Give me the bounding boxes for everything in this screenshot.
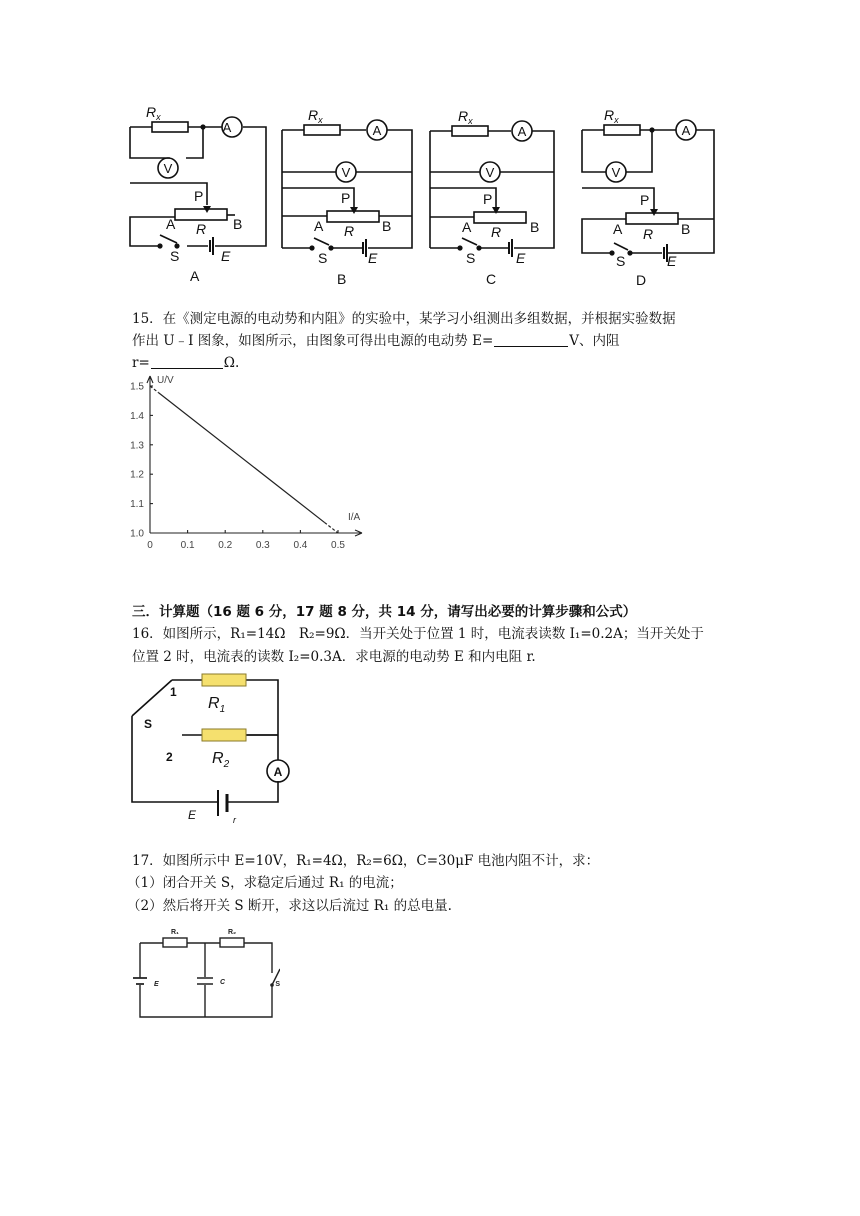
q17-circuit [130, 925, 280, 1025]
circuit-b-p-label: P [341, 190, 351, 206]
q15-resistance-blank[interactable] [151, 354, 223, 369]
q17-r1-label: R₁ [171, 929, 179, 936]
circuit-a-end-a: A [166, 216, 176, 232]
circuit-a-voltmeter-label: V [163, 161, 173, 176]
circuit-d-end-b: B [681, 221, 691, 237]
circuit-c-ammeter-label: A [517, 124, 527, 139]
circuit-d-rx-label: $R_x$ [604, 107, 619, 125]
circuit-b-source-label: E [368, 250, 378, 266]
circuit-a-rx-label: $R_x$ [146, 104, 161, 122]
q15-line3-text: r= [132, 355, 150, 371]
q16-source-label: E [188, 808, 197, 822]
q15-line1: 15．在《测定电源的电动势和内阻》的实验中，某学习小组测出多组数据，并根据实验数据 [132, 311, 676, 327]
circuit-b-rheostat-label: R [344, 223, 355, 239]
circuit-d-end-a: A [613, 221, 623, 237]
circuit-d-switch-label: S [616, 253, 626, 269]
q17-source-label: E [154, 981, 159, 988]
series-line-extrapolated-start [150, 386, 158, 393]
x-axis-label: I/A [348, 512, 361, 523]
q16-pos2-label: 2 [166, 750, 173, 764]
circuit-c-switch-label: S [466, 250, 476, 266]
circuit-c-p-label: P [483, 191, 493, 207]
q15-line3-tail: Ω. [223, 355, 240, 371]
y-tick-label: 1.4 [130, 410, 144, 422]
q15-line2 [132, 331, 620, 351]
q15-line2-text: 作出 U﹣I 图象，如图所示，由图象可得出电源的电动势 E= [132, 333, 494, 349]
q17-line3: （2）然后将开关 S 断开，求这以后流过 R₁ 的总电量. [127, 898, 452, 914]
circuit-d-ammeter-label: A [681, 123, 691, 138]
circuit-c-end-a: A [462, 219, 472, 235]
q16-ammeter-label: A [273, 765, 283, 779]
q16-r2-resistor [202, 729, 246, 741]
circuit-b-switch-label: S [318, 250, 328, 266]
y-tick-label: 1.2 [130, 469, 144, 481]
circuit-b-end-b: B [382, 218, 392, 234]
x-tick-label: 0.1 [180, 540, 195, 551]
circuit-b-end-a: A [314, 218, 324, 234]
q15-line2-tail: V、内阻 [569, 333, 620, 349]
x-tick-label: 0.3 [255, 540, 270, 551]
x-tick-label: 0.4 [293, 540, 308, 551]
circuit-d-source-label: E [667, 253, 677, 269]
circuit-a-end-b: B [233, 216, 243, 232]
circuit-d-voltmeter-label: V [611, 165, 621, 180]
circuit-a-switch-label: S [170, 248, 180, 264]
q16-r1-resistor [202, 674, 246, 686]
q16-r1-label: $R_1$ [208, 695, 226, 715]
circuit-c-source-label: E [516, 250, 526, 266]
section3-heading: 三．计算题（16 题 6 分，17 题 8 分，共 14 分，请写出必要的计算步骤和公式） [132, 604, 637, 620]
q15-line3 [132, 353, 239, 373]
y-tick-label: 1.3 [130, 440, 144, 452]
x-tick-label: 0.5 [331, 540, 345, 551]
q16-internal-label: r [233, 815, 236, 825]
q16-line1: 16．如图所示，R₁=14Ω R₂=9Ω．当开关处于位置 1 时，电流表读数 I₁=0.2A；当开关处于 [132, 626, 704, 642]
circuit-c-rx-label: $R_x$ [458, 108, 473, 126]
circuit-d-rheostat-label: R [643, 226, 654, 242]
top-circuits-figure [0, 95, 860, 285]
circuit-a-ammeter-label: A [222, 120, 232, 135]
circuit-d-caption: D [636, 272, 647, 285]
q15-emf-blank[interactable] [494, 332, 568, 347]
q17-cap-label: C [220, 979, 226, 986]
y-tick-label: 1.1 [130, 499, 144, 511]
circuit-c-caption: C [486, 271, 497, 285]
circuit-c-rheostat-label: R [491, 224, 502, 240]
y-tick-label: 1.5 [130, 381, 144, 393]
circuit-d-p-label: P [640, 192, 650, 208]
y-tick-label: 1.0 [130, 528, 144, 540]
y-axis-label: U/V [157, 375, 174, 386]
circuit-c-voltmeter-label: V [485, 165, 495, 180]
series-line [158, 393, 324, 523]
circuit-c-end-b: B [530, 219, 540, 235]
q16-pos1-label: 1 [170, 685, 177, 699]
x-tick-label: 0 [147, 540, 153, 551]
q16-r2-label: $R_2$ [212, 750, 230, 770]
circuit-a-caption: A [190, 268, 200, 284]
q17-switch-label: S [275, 981, 280, 988]
x-tick-label: 0.2 [218, 540, 233, 551]
circuit-a-rheostat-label: R [196, 221, 207, 237]
q17-line2: （1）闭合开关 S，求稳定后通过 R₁ 的电流； [127, 875, 403, 891]
q16-circuit [120, 668, 300, 828]
ui-chart [120, 372, 380, 557]
circuit-b-rx-label: $R_x$ [308, 107, 323, 125]
circuit-b-caption: B [337, 271, 347, 285]
circuit-b-voltmeter-label: V [341, 165, 351, 180]
q16-switch-label: S [144, 717, 153, 731]
circuit-a-p-label: P [194, 188, 204, 204]
series-line-extrapolated-end [324, 522, 338, 533]
q17-line1: 17．如图所示中 E=10V，R₁=4Ω，R₂=6Ω，C=30μF 电池内阻不计，求： [132, 853, 600, 869]
circuit-b-ammeter-label: A [372, 123, 382, 138]
q16-line2: 位置 2 时，电流表的读数 I₂=0.3A．求电源的电动势 E 和内电阻 r. [132, 649, 536, 665]
circuit-a-source-label: E [221, 248, 231, 264]
q17-r2-label: R₂ [228, 929, 237, 936]
